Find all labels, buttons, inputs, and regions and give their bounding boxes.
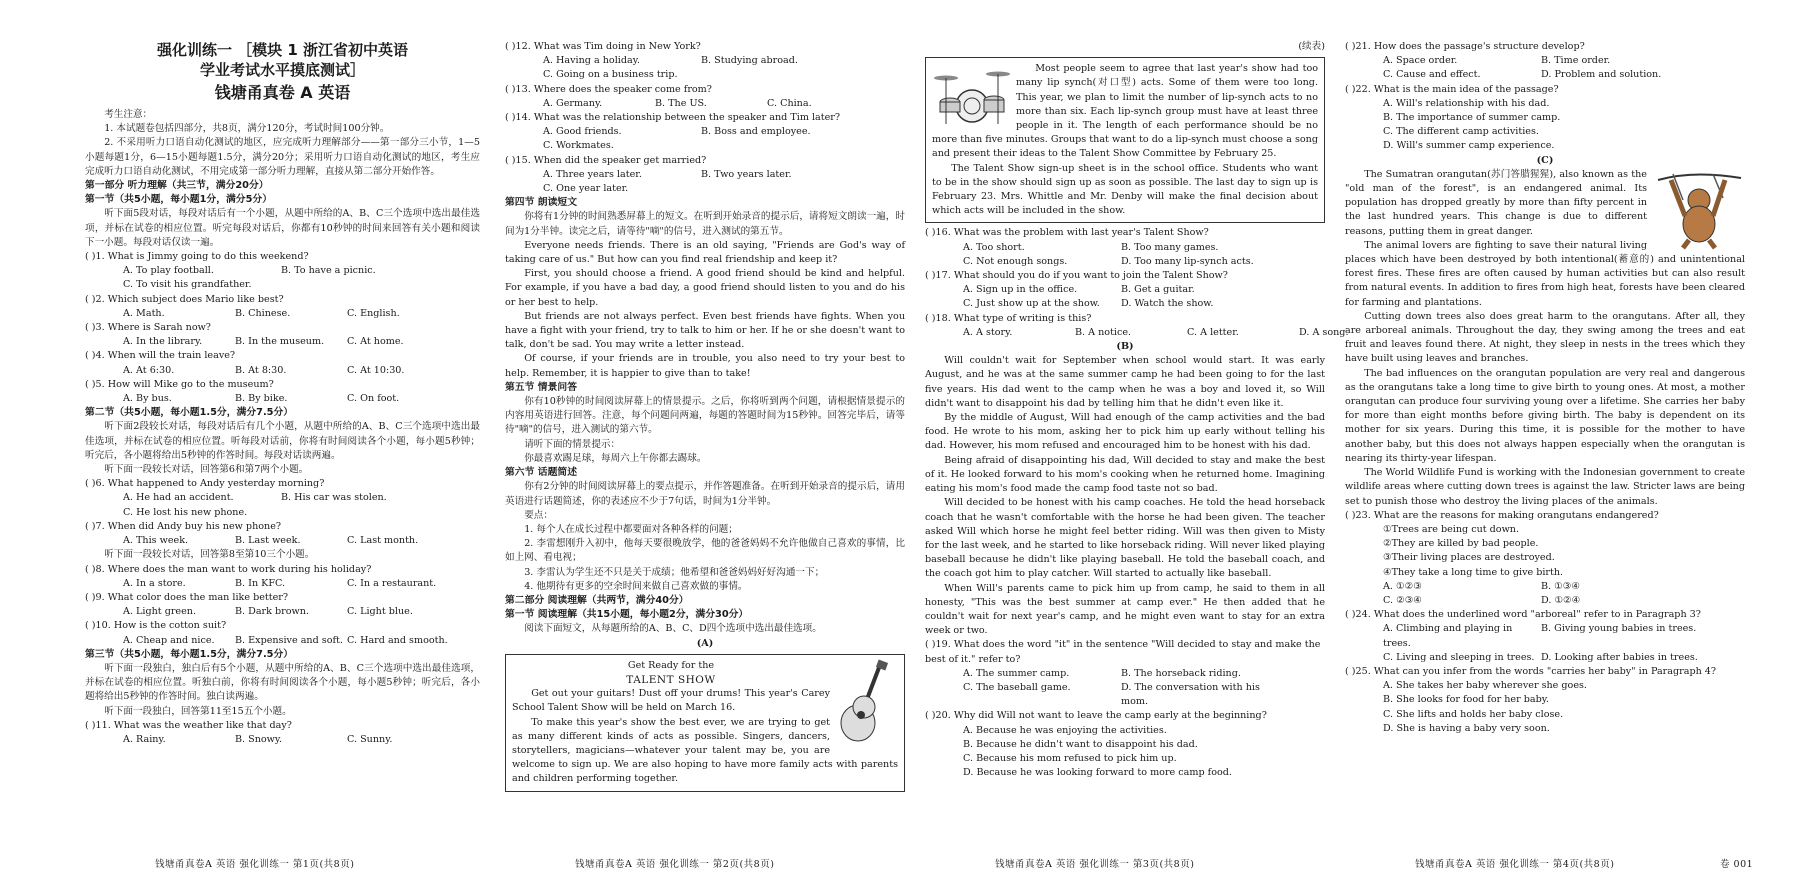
notice-text-2: The Talent Show sign-up sheet is in the school office. Students who want to be in the show should sign up as soon as possible. The last day to sign up is February 23. Mrs. Whittle and Mr. Denby will make the final decision about which acts will be included in the show. xyxy=(932,162,1318,217)
option: A. Math. xyxy=(123,307,165,319)
option: B. ①③④ xyxy=(1541,580,1580,592)
p3-paragraph: Will decided to be honest with his camp coaches. He told the head horseback coach that he wasn't comfortable with the horse he had been given. The teacher asked Will which horse he might feel better riding. Will was then given to Misty for the last week, and he started to like horseback riding. Will never liked playing baseball because he didn't like playing baseball. He told the baseball coach, and the coach got him to play catcher. Will started to actually like baseball. xyxy=(925,497,1325,580)
p4-options xyxy=(1345,54,1745,68)
p2-question: ( )15. When did the speaker get married? xyxy=(505,154,707,166)
p3-question: ( )19. What does the word "it" in the sentence "Will decided to stay and make the best of it." refer to? xyxy=(925,639,1321,665)
p2-section-heading: 第六节 话题简述 xyxy=(505,467,577,479)
p3-options xyxy=(925,283,1325,297)
option: B. The US. xyxy=(655,97,707,109)
p2-paragraph: 你最喜欢踢足球，每周六上午你都去踢球。 xyxy=(524,452,707,464)
option: B. Studying abroad. xyxy=(701,55,798,67)
page-1-footer: 钱塘甬真卷A 英语 强化训练一 第1页(共8页) xyxy=(155,859,355,870)
p1-options xyxy=(85,491,480,505)
option: B. Chinese. xyxy=(235,307,291,319)
p4b-paragraph: The World Wildlife Fund is working with the Indonesian government to create wildlife areas where cutting down trees is against the law. Stricter laws are being set to punish those who destroy the living places of the animals. xyxy=(1345,467,1745,507)
p4b-options xyxy=(1345,594,1745,608)
p3-passage-label: (B) xyxy=(1116,341,1134,353)
option: B. Time order. xyxy=(1541,55,1611,67)
option: D. ①②④ xyxy=(1541,594,1581,606)
p2-question: ( )14. What was the relationship between the speaker and Tim later? xyxy=(505,112,841,124)
option: B. Get a guitar. xyxy=(1121,284,1195,296)
p4b-option: D. She is having a baby very soon. xyxy=(1383,722,1550,734)
option: A. In the library. xyxy=(123,336,203,348)
p1-options xyxy=(85,335,480,349)
p2-options xyxy=(505,54,905,68)
page-4-content-2 xyxy=(1345,239,1745,736)
option: B. His car was stolen. xyxy=(281,492,387,504)
page-1-content xyxy=(85,108,480,747)
option: B. Giving young babies in trees. xyxy=(1541,623,1697,635)
page-3-content xyxy=(925,226,1349,780)
p4b-option: C. She lifts and holds her baby close. xyxy=(1383,708,1564,720)
option: A. Cheap and nice. xyxy=(123,634,215,646)
p1-paragraph: 听下面5段对话，每段对话后有一个小题，从题中所给的A、B、C三个选项中选出最佳选项，并标在试卷的相应位置。听完每段对话后，你都有10秒钟的时间来回答有关小题和阅读下一小题。每段对话仅读一遍。 xyxy=(85,208,480,248)
option: A. Too short. xyxy=(963,241,1025,253)
p3-options xyxy=(925,297,1325,311)
p4b-options xyxy=(1345,580,1745,594)
option: A. Three years later. xyxy=(543,168,642,180)
option: B. Expensive and soft. xyxy=(235,634,343,646)
passage-c-intro xyxy=(1345,168,1745,239)
p4b-option: ①Trees are being cut down. xyxy=(1383,523,1520,535)
option: A. Good friends. xyxy=(543,126,622,138)
p2-option: C. One year later. xyxy=(543,183,629,195)
p4b-option: ④They take a long time to give birth. xyxy=(1383,566,1564,578)
p3-paragraph: When Will's parents came to pick him up from camp, he said to them in all honesty, "This was the best summer at camp ever." He then added that he couldn't wait for next year's camp, and he might even want to stay for an extra week or two. xyxy=(925,582,1325,637)
option: D. Looking after babies in trees. xyxy=(1541,651,1698,663)
page-2 xyxy=(505,40,905,795)
p4b-option: ③Their living places are destroyed. xyxy=(1383,552,1555,564)
option: A. Light green. xyxy=(123,606,197,618)
p1-section-heading: 第一节（共5小题，每小题1分，满分5分） xyxy=(85,194,272,206)
option: C. The baseball game. xyxy=(963,681,1071,693)
notice-text-1: Most people seem to agree that last year's show had too many lip synch(对口型) acts. Some of them were too long. This year, we plan to limit the number of lip-synch acts to no more than six. Each lip-synch group must have at least three people in it. The length of each performance should be no more than five minutes. Groups that want to do a lip-synch must choose a song and present their ideas to the Talent Show Committee by February 25. xyxy=(932,63,1318,160)
option: C. At 10:30. xyxy=(347,364,405,376)
p4-options xyxy=(1345,68,1745,82)
page-3-footer: 钱塘甬真卷A 英语 强化训练一 第3页(共8页) xyxy=(995,859,1195,870)
option: C. Not enough songs. xyxy=(963,255,1068,267)
p3-option: D. Because he was looking forward to more camp food. xyxy=(963,767,1232,779)
p2-paragraph: 阅读下面短文，从每题所给的A、B、C、D四个选项中选出最佳选项。 xyxy=(524,623,822,635)
box-text-1: Get out your guitars! Dust off your drums! This year's Carey School Talent Show will be held on March 16. xyxy=(512,688,830,714)
p4b-paragraph: The bad influences on the orangutan population are very real and dangerous as the orangutans take a long time to give birth to young ones. At most, a mother orangutan can produce four surviving young over a lifetime. She carries her baby for more than eight months before giving birth. The baby is dependent on its mother for six years. During this time, it is possible for the mother to have another baby, but this does not always happen especially when the orangutan is nearing its thirty-year lifespan. xyxy=(1345,367,1745,464)
p4b-question: ( )23. What are the reasons for making orangutans endangered? xyxy=(1345,509,1659,521)
guitar-icon xyxy=(836,661,898,745)
option: C. Light blue. xyxy=(347,606,413,618)
p1-paragraph: 1. 本试题卷包括四部分，共8页，满分120分，考试时间100分钟。 xyxy=(104,123,390,135)
p3-paragraph: Will couldn't wait for September when school would start. It was early August, and he was at the same summer camp he had been going to for the last five years. His dad went to the camp when he was a boy and loved it, so Will didn't want to disappoint his dad by telling him that he didn't even like it. xyxy=(925,355,1325,409)
p1-paragraph: 听下面2段较长对话，每段对话后有几个小题，从题中所给的A、B、C三个选项中选出最佳选项，并标在试卷的相应位置。听每段对话前，你将有时间阅读各个小题，每小题5秒钟；听完后，各小题将给出5秒钟的作答时间。每段对话读两遍。 xyxy=(85,421,480,461)
p2-paragraph: Of course, if your friends are in trouble, you also need to try your best to help. Remember, it is happier to give than to take! xyxy=(505,353,905,379)
p3-options xyxy=(925,255,1325,269)
p2-paragraph: 你有2分钟的时间阅读屏幕上的要点提示，并作答题准备。在听到开始录音的提示后，请用英语进行话题简述，你的表述应不少于7句话，时间为1分半钟。 xyxy=(505,481,905,507)
exam-title-line1: 强化训练一 ［模块 1 浙江省初中英语 xyxy=(156,41,409,59)
p1-section-heading: 第二节（共5小题，每小题1.5分，满分7.5分） xyxy=(85,407,294,419)
exam-title-line2: 学业考试水平摸底测试］ xyxy=(199,61,365,79)
p1-paragraph: 听下面一段较长对话，回答第6和第7两个小题。 xyxy=(104,464,309,476)
option: B. Two years later. xyxy=(701,168,792,180)
talent-show-box xyxy=(505,654,905,792)
exam-code: 卷 001 xyxy=(1720,859,1754,870)
p2-paragraph: First, you should choose a friend. A good friend should be kind and helpful. For example, if you have a bad day, a good friend should listen to you and do his or her best to help. xyxy=(505,268,905,308)
p3-question: ( )17. What should you do if you want to join the Talent Show? xyxy=(925,270,1228,282)
p2-question: ( )13. Where does the speaker come from? xyxy=(505,83,712,95)
p1-section-heading: 第三节（共5小题，每小题1.5分，满分7.5分） xyxy=(85,648,294,660)
p2-paragraph: But friends are not always perfect. Even best friends have fights. When you have a fight with your friend, try to talk to him or her. If he or she doesn't want to talk, don't be sad. You may write a letter instead. xyxy=(505,310,905,351)
box-title-2: TALENT SHOW xyxy=(626,673,716,686)
p2-section-heading: 第二部分 阅读理解（共两节，满分40分） xyxy=(505,594,689,606)
option: A. Space order. xyxy=(1383,55,1458,67)
p4-question: ( )22. What is the main idea of the passage? xyxy=(1345,83,1559,95)
p1-options xyxy=(85,534,480,548)
drum-kit-icon xyxy=(932,64,1010,126)
p4-option: D. Will's summer camp experience. xyxy=(1383,140,1555,152)
p1-options xyxy=(85,264,480,278)
p1-options xyxy=(85,733,480,747)
p4-passage-label: (C) xyxy=(1536,154,1554,166)
p3-question: ( )18. What type of writing is this? xyxy=(925,312,1092,324)
page-4-footer: 钱塘甬真卷A 英语 强化训练一 第4页(共8页) xyxy=(1415,859,1615,870)
p4-option: A. Will's relationship with his dad. xyxy=(1383,97,1550,109)
option: C. ②③④ xyxy=(1383,594,1422,606)
notice-box xyxy=(925,57,1325,223)
page-1 xyxy=(85,40,480,747)
page-3 xyxy=(925,40,1349,780)
p2-paragraph: 1. 每个人在成长过程中都要面对各种各样的问题； xyxy=(524,523,738,535)
p1-paragraph: 考生注意： xyxy=(104,109,153,120)
p2-passage-label: (A) xyxy=(696,637,714,649)
option: A. Sign up in the office. xyxy=(963,284,1078,296)
option: C. Sunny. xyxy=(347,733,393,745)
p1-paragraph: 听下面一段较长对话，回答第8至第10三个小题。 xyxy=(104,549,315,561)
p1-options xyxy=(85,392,480,406)
p1-question: ( )10. How is the cotton suit? xyxy=(85,620,227,632)
p2-paragraph: 请听下面的情景提示： xyxy=(524,438,621,450)
p2-paragraph: Everyone needs friends. There is an old saying, "Friends are God's way of taking care of us." But how can you find real friendship and keep it? xyxy=(505,239,905,266)
option: A. Rainy. xyxy=(123,733,166,745)
p2-paragraph: 你有10秒钟的时间阅读屏幕上的情景提示。之后，你将听到两个问题，请根据情景提示的内容用英语进行回答。注意，每个问题问两遍，每题的答题时间为15秒钟。回答完毕后，请等待"嘀"的信号，进入测试的第六节。 xyxy=(505,396,905,436)
box-title-1: Get Ready for the xyxy=(627,659,715,671)
p3-options xyxy=(925,241,1325,255)
p2-options xyxy=(505,168,905,182)
p1-question: ( )7. When did Andy buy his new phone? xyxy=(85,520,282,532)
option: C. Just show up at the show. xyxy=(963,298,1100,310)
option: A. He had an accident. xyxy=(123,492,234,504)
p1-question: ( )11. What was the weather like that day? xyxy=(85,719,292,731)
p1-question: ( )8. Where does the man want to work during his holiday? xyxy=(85,563,372,575)
option: C. At home. xyxy=(347,336,404,348)
option: D. A song. xyxy=(1299,326,1349,338)
p1-paragraph: 听下面一段独白，回答第11至15五个小题。 xyxy=(104,705,292,717)
page-4-content xyxy=(1345,40,1745,168)
continued-label: (续表) xyxy=(1298,41,1325,52)
option: C. Cause and effect. xyxy=(1383,69,1481,81)
page-2-footer: 钱塘甬真卷A 英语 强化训练一 第2页(共8页) xyxy=(575,859,775,870)
p4-option: B. The importance of summer camp. xyxy=(1383,112,1561,124)
option: D. Too many lip-synch acts. xyxy=(1121,255,1254,267)
p3-options xyxy=(925,326,1349,340)
option: C. China. xyxy=(767,97,812,109)
p4b-paragraph: The animal lovers are fighting to save their natural living places which have been destroyed by both intentional(蓄意的) and unintentional forest fires. These fires are often caused by human activities but can also result from natural events. In addition to fires from high heat, forests have been cleared for farming and plantations. xyxy=(1345,239,1745,308)
p1-options xyxy=(85,605,480,619)
option: C. Living and sleeping in trees. xyxy=(1383,651,1535,663)
p1-question: ( )1. What is Jimmy going to do this weekend? xyxy=(85,251,309,263)
option: A. Having a holiday. xyxy=(543,55,640,67)
p3-options xyxy=(925,667,1325,681)
p1-option: C. To visit his grandfather. xyxy=(123,279,252,291)
option: B. Boss and employee. xyxy=(701,126,811,138)
p1-options xyxy=(85,364,480,378)
p4b-options xyxy=(1345,651,1745,665)
option: A. At 6:30. xyxy=(123,364,175,376)
option: B. To have a picnic. xyxy=(281,265,376,277)
p1-option: C. He lost his new phone. xyxy=(123,506,248,518)
p2-option: C. Workmates. xyxy=(543,140,614,152)
p4b-question: ( )25. What can you infer from the words "carries her baby" in Paragraph 4? xyxy=(1345,665,1717,677)
p1-paragraph: 听下面一段独白，独白后有5个小题，从题中所给的A、B、C三个选项中选出最佳选项，并标在试卷的相应位置。听独白前，你将有时间阅读各个小题，每小题5秒钟；听完后，各小题将给出5秒钟的作答时间。独白读两遍。 xyxy=(85,662,480,703)
p1-paragraph: 2. 不采用听力口语自动化测试的地区，应完成听力理解部分——第一部分三小节，1—5小题每题1分，6—15小题每题1.5分，满分20分；采用听力口语自动化测试的地区，考生应完成听力口语自动化测试，不用完成第一部分听力理解，直接从第二部分开始作答。 xyxy=(85,137,480,177)
option: A. The summer camp. xyxy=(963,667,1070,679)
orangutan-icon xyxy=(1653,170,1745,248)
option: C. English. xyxy=(347,307,400,319)
box-text-2: To make this year's show the best ever, we are trying to get as many different kinds of acts as possible. Singers, dancers, storytellers, magicians—whatever your talent may be, you are welcome to sign up. We are also hoping to have more family acts with parents and children performing together. xyxy=(512,716,898,785)
p1-options xyxy=(85,577,480,591)
option: C. Last month. xyxy=(347,535,419,547)
option: B. Too many games. xyxy=(1121,241,1219,253)
option: A. ①②③ xyxy=(1383,580,1422,592)
p3-options xyxy=(925,681,1325,709)
p2-options xyxy=(505,125,905,139)
option: D. The conversation with his mom. xyxy=(1121,681,1260,708)
p1-question: ( )5. How will Mike go to the museum? xyxy=(85,378,274,390)
page-2-content xyxy=(505,40,905,651)
p3-option: C. Because his mom refused to pick him up. xyxy=(963,752,1177,764)
exam-title-line3: 钱塘甬真卷 A 英语 xyxy=(214,83,351,102)
option: C. Hard and smooth. xyxy=(347,634,448,646)
p4b-option: ②They are killed by bad people. xyxy=(1383,538,1539,550)
p3-question: ( )16. What was the problem with last year's Talent Show? xyxy=(925,227,1209,239)
p4b-option: A. She takes her baby wherever she goes. xyxy=(1383,680,1587,692)
option: A. Climbing and playing in trees. xyxy=(1383,623,1513,649)
p2-section-heading: 第一节 阅读理解（共15小题，每小题2分，满分30分） xyxy=(505,609,749,621)
p3-option: B. Because he didn't want to disappoint his dad. xyxy=(963,738,1198,750)
option: B. Dark brown. xyxy=(235,606,309,618)
p4-option: C. The different camp activities. xyxy=(1383,126,1539,138)
p3-question: ( )20. Why did Will not want to leave the camp early at the beginning? xyxy=(925,710,1267,722)
p3-paragraph: By the middle of August, Will had enough of the camp activities and the bad food. He wrote to his mom, asking her to pick him up early without telling his dad. However, his mom refused and encouraged him to be honest with his dad. xyxy=(925,412,1325,452)
p2-section-heading: 第五节 情景问答 xyxy=(505,381,577,393)
p2-option: C. Going on a business trip. xyxy=(543,69,678,81)
p4b-paragraph: Cutting down trees also does great harm to the orangutans. After all, they are arboreal animals. Throughout the day, they swing among the trees and eat fruit and leaves found there. At night, they sleep in nests in the trees which they have built using leaves and branches. xyxy=(1345,310,1745,365)
option: B. In the museum. xyxy=(235,336,325,348)
p1-options xyxy=(85,307,480,321)
option: B. Last week. xyxy=(235,535,301,547)
p4b-question: ( )24. What does the underlined word "arboreal" refer to in Paragraph 3? xyxy=(1345,609,1701,621)
p1-question: ( )6. What happened to Andy yesterday morning? xyxy=(85,478,325,490)
p3-option: A. Because he was enjoying the activities. xyxy=(963,724,1167,736)
p1-section-heading: 第一部分 听力理解（共三节，满分20分） xyxy=(85,180,269,192)
p2-section-heading: 第四节 朗读短文 xyxy=(505,197,577,209)
p2-paragraph: 4. 他期待有更多的空余时间来做自己喜欢做的事情。 xyxy=(524,580,748,592)
option: B. At 8:30. xyxy=(235,364,287,376)
option: B. A notice. xyxy=(1075,326,1132,338)
p3-paragraph: Being afraid of disappointing his dad, Will decided to stay and make the best of it. He looked forward to his mom's cooking when he returned home. Imagining eating his mom's food made the camp food taste not so bad. xyxy=(925,454,1325,495)
p2-options xyxy=(505,97,905,111)
p2-question: ( )12. What was Tim doing in New York? xyxy=(505,41,701,52)
option: D. Problem and solution. xyxy=(1541,69,1662,81)
option: A. By bus. xyxy=(123,393,172,405)
p4b-options xyxy=(1345,622,1745,650)
p2-paragraph: 你将有1分钟的时间熟悉屏幕上的短文。在听到开始录音的提示后，请将短文朗读一遍，时间为1分半钟。读完之后，请等待"嘀"的信号，进入测试的第五节。 xyxy=(505,211,905,237)
p2-paragraph: 要点： xyxy=(524,509,553,521)
option: A. Germany. xyxy=(543,97,603,109)
option: B. In KFC. xyxy=(235,577,286,589)
p2-paragraph: 2. 李雷想刚升入初中，他每天要很晚放学，他的爸爸妈妈不允许他做自己喜欢的事情，比如上网、看电视； xyxy=(505,538,905,564)
p1-options xyxy=(85,634,480,648)
p1-question: ( )4. When will the train leave? xyxy=(85,350,236,362)
page-4 xyxy=(1345,40,1745,736)
p1-question: ( )3. Where is Sarah now? xyxy=(85,322,211,334)
option: B. Snowy. xyxy=(235,733,283,745)
option: A. In a store. xyxy=(123,577,186,589)
option: A. To play football. xyxy=(123,265,214,277)
option: B. By bike. xyxy=(235,393,288,405)
option: C. On foot. xyxy=(347,393,400,405)
option: A. A story. xyxy=(963,326,1013,338)
p2-paragraph: 3. 李雷认为学生还不只是关于成绩；他希望和爸爸妈妈好好沟通一下； xyxy=(524,566,825,578)
option: D. Watch the show. xyxy=(1121,298,1214,310)
option: A. This week. xyxy=(123,535,189,547)
option: C. In a restaurant. xyxy=(347,577,437,589)
p1-question: ( )2. Which subject does Mario like best? xyxy=(85,293,284,305)
option: B. The horseback riding. xyxy=(1121,667,1241,679)
p4b-option: B. She looks for food for her baby. xyxy=(1383,694,1549,706)
p1-question: ( )9. What color does the man like better? xyxy=(85,591,289,603)
p4-question: ( )21. How does the passage's structure develop? xyxy=(1345,41,1585,52)
passage-c-para-1: The Sumatran orangutan(苏门答腊猩猩), also known as the "old man of the forest", is an endangered animal. Its population has dropped greatly by more than fifty percent in the last hundred years. This change is due to different reasons, putting them in great danger. xyxy=(1345,168,1647,237)
option: C. A letter. xyxy=(1187,326,1239,338)
